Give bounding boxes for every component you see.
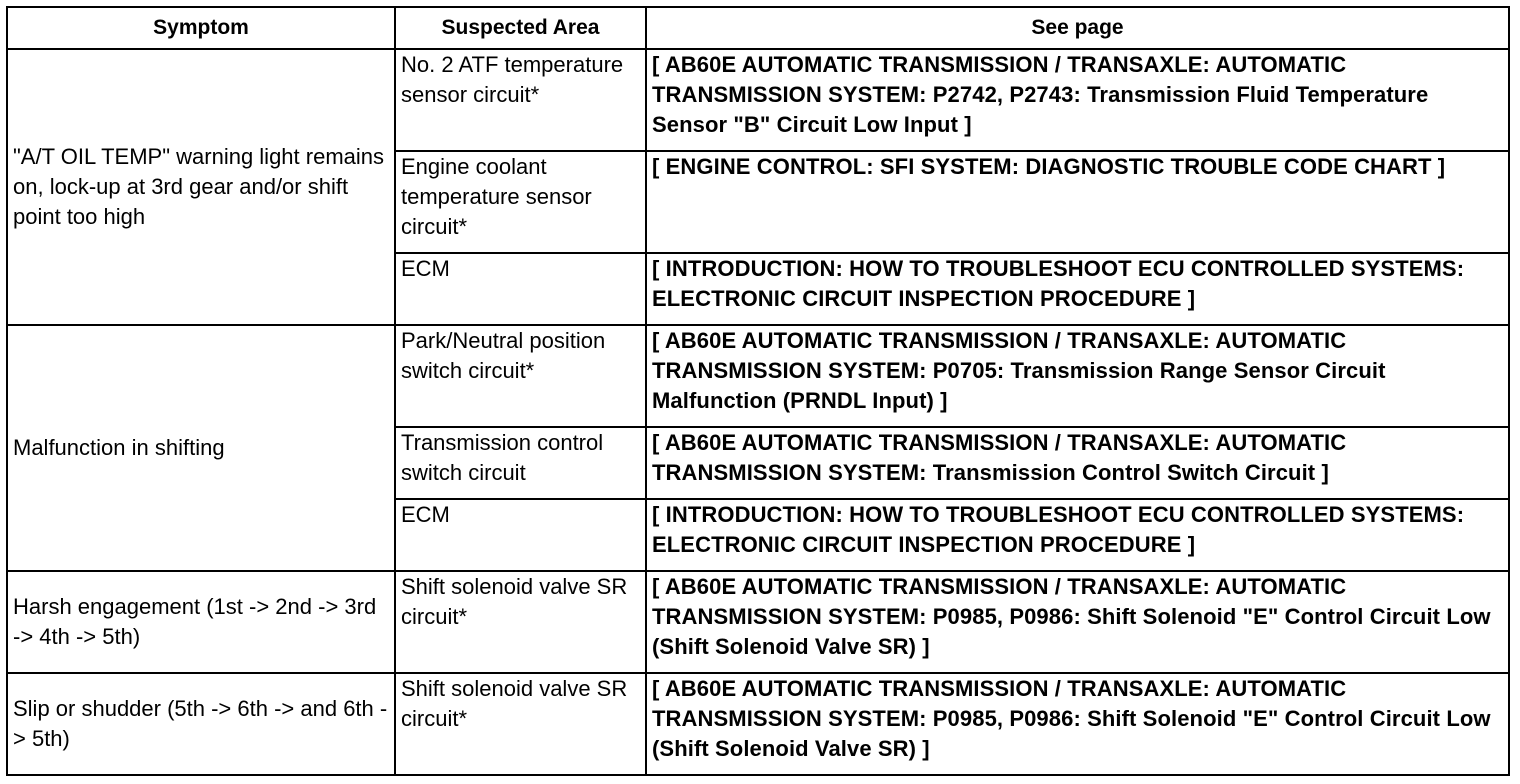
table-row — [7, 325, 1509, 427]
symptom-cell: Slip or shudder (5th -> 6th -> and 6th -> 5th) — [7, 673, 395, 775]
table-row — [7, 571, 1509, 673]
see-page-link[interactable]: [ AB60E AUTOMATIC TRANSMISSION / TRANSAXLE: AUTOMATIC TRANSMISSION SYSTEM: P0985, P0986: Shift Solenoid "E" Control Circuit Low (Shift Solenoid Valve SR) ] — [646, 673, 1509, 775]
header-see-page: See page — [646, 7, 1509, 49]
diagnosis-table — [6, 6, 1510, 776]
see-page-link[interactable]: [ ENGINE CONTROL: SFI SYSTEM: DIAGNOSTIC TROUBLE CODE CHART ] — [646, 151, 1509, 253]
symptom-cell: Harsh engagement (1st -> 2nd -> 3rd -> 4th -> 5th) — [7, 571, 395, 673]
symptom-cell: Malfunction in shifting — [7, 325, 395, 571]
see-page-link[interactable]: [ AB60E AUTOMATIC TRANSMISSION / TRANSAXLE: AUTOMATIC TRANSMISSION SYSTEM: P0705: Transmission Range Sensor Circuit Malfunction (PRNDL Input) ] — [646, 325, 1509, 427]
suspected-area-cell: ECM — [395, 253, 646, 325]
see-page-link[interactable]: [ AB60E AUTOMATIC TRANSMISSION / TRANSAXLE: AUTOMATIC TRANSMISSION SYSTEM: P0985, P0986: Shift Solenoid "E" Control Circuit Low (Shift Solenoid Valve SR) ] — [646, 571, 1509, 673]
see-page-link[interactable]: [ AB60E AUTOMATIC TRANSMISSION / TRANSAXLE: AUTOMATIC TRANSMISSION SYSTEM: Transmission Control Switch Circuit ] — [646, 427, 1509, 499]
suspected-area-cell: ECM — [395, 499, 646, 571]
suspected-area-cell: Engine coolant temperature sensor circuit* — [395, 151, 646, 253]
symptom-cell: "A/T OIL TEMP" warning light remains on, lock-up at 3rd gear and/or shift point too high — [7, 49, 395, 325]
see-page-link[interactable]: [ INTRODUCTION: HOW TO TROUBLESHOOT ECU CONTROLLED SYSTEMS: ELECTRONIC CIRCUIT INSPECTION PROCEDURE ] — [646, 253, 1509, 325]
suspected-area-cell: Transmission control switch circuit — [395, 427, 646, 499]
table-header-row — [7, 7, 1509, 49]
suspected-area-cell: Park/Neutral position switch circuit* — [395, 325, 646, 427]
suspected-area-cell: Shift solenoid valve SR circuit* — [395, 571, 646, 673]
see-page-link[interactable]: [ INTRODUCTION: HOW TO TROUBLESHOOT ECU CONTROLLED SYSTEMS: ELECTRONIC CIRCUIT INSPECTION PROCEDURE ] — [646, 499, 1509, 571]
header-suspected-area: Suspected Area — [395, 7, 646, 49]
header-symptom: Symptom — [7, 7, 395, 49]
table-row — [7, 673, 1509, 775]
suspected-area-cell: Shift solenoid valve SR circuit* — [395, 673, 646, 775]
table-row — [7, 49, 1509, 151]
see-page-link[interactable]: [ AB60E AUTOMATIC TRANSMISSION / TRANSAXLE: AUTOMATIC TRANSMISSION SYSTEM: P2742, P2743: Transmission Fluid Temperature Sensor "B" Circuit Low Input ] — [646, 49, 1509, 151]
suspected-area-cell: No. 2 ATF temperature sensor circuit* — [395, 49, 646, 151]
